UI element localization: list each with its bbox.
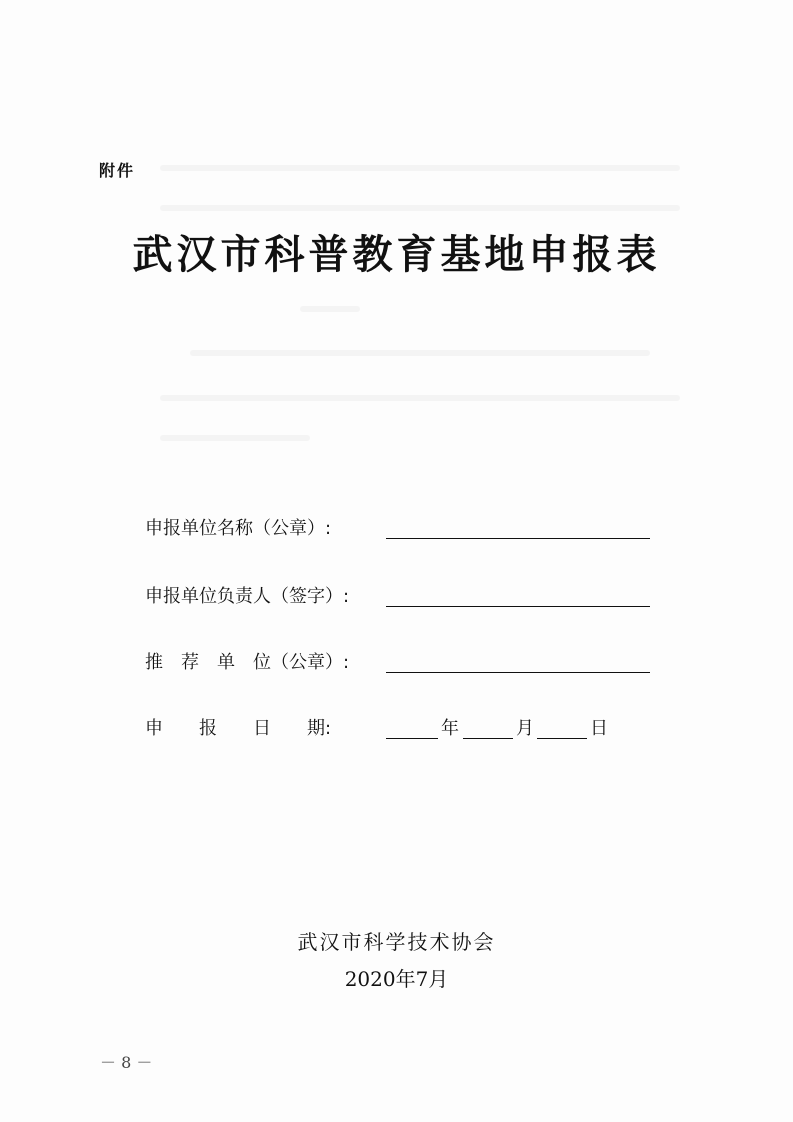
date-month-unit: 月 [516, 718, 534, 739]
date-year-unit: 年 [441, 718, 459, 739]
application-date-row [145, 714, 625, 744]
recommending-unit-label: 推 荐 单 位（公章）: [145, 652, 350, 673]
applicant-leader-field[interactable] [386, 606, 650, 607]
attachment-label: 附件 [99, 161, 136, 180]
page-number: － 8 － [100, 1053, 153, 1072]
bleed-through-line [160, 435, 310, 441]
bleed-through-line [160, 205, 680, 211]
applicant-unit-field[interactable] [386, 538, 650, 539]
date-day-unit: 日 [590, 718, 608, 739]
application-date-label: 申 报 日 期: [145, 718, 332, 739]
bleed-through-line [300, 306, 360, 312]
date-year-field[interactable] [386, 738, 438, 739]
recommending-unit-field[interactable] [386, 672, 650, 673]
applicant-leader-label: 申报单位负责人（签字）: [145, 586, 350, 607]
issuer-date: 2020年7月 [344, 967, 449, 991]
date-month-field[interactable] [463, 738, 513, 739]
bleed-through-line [190, 350, 650, 356]
issuer-name: 武汉市科学技术协会 [297, 930, 496, 954]
bleed-through-line [160, 165, 680, 171]
date-day-field[interactable] [537, 738, 587, 739]
applicant-unit-label: 申报单位名称（公章）: [145, 518, 332, 539]
bleed-through-line [160, 395, 680, 401]
page-title: 武汉市科普教育基地申报表 [132, 231, 661, 278]
